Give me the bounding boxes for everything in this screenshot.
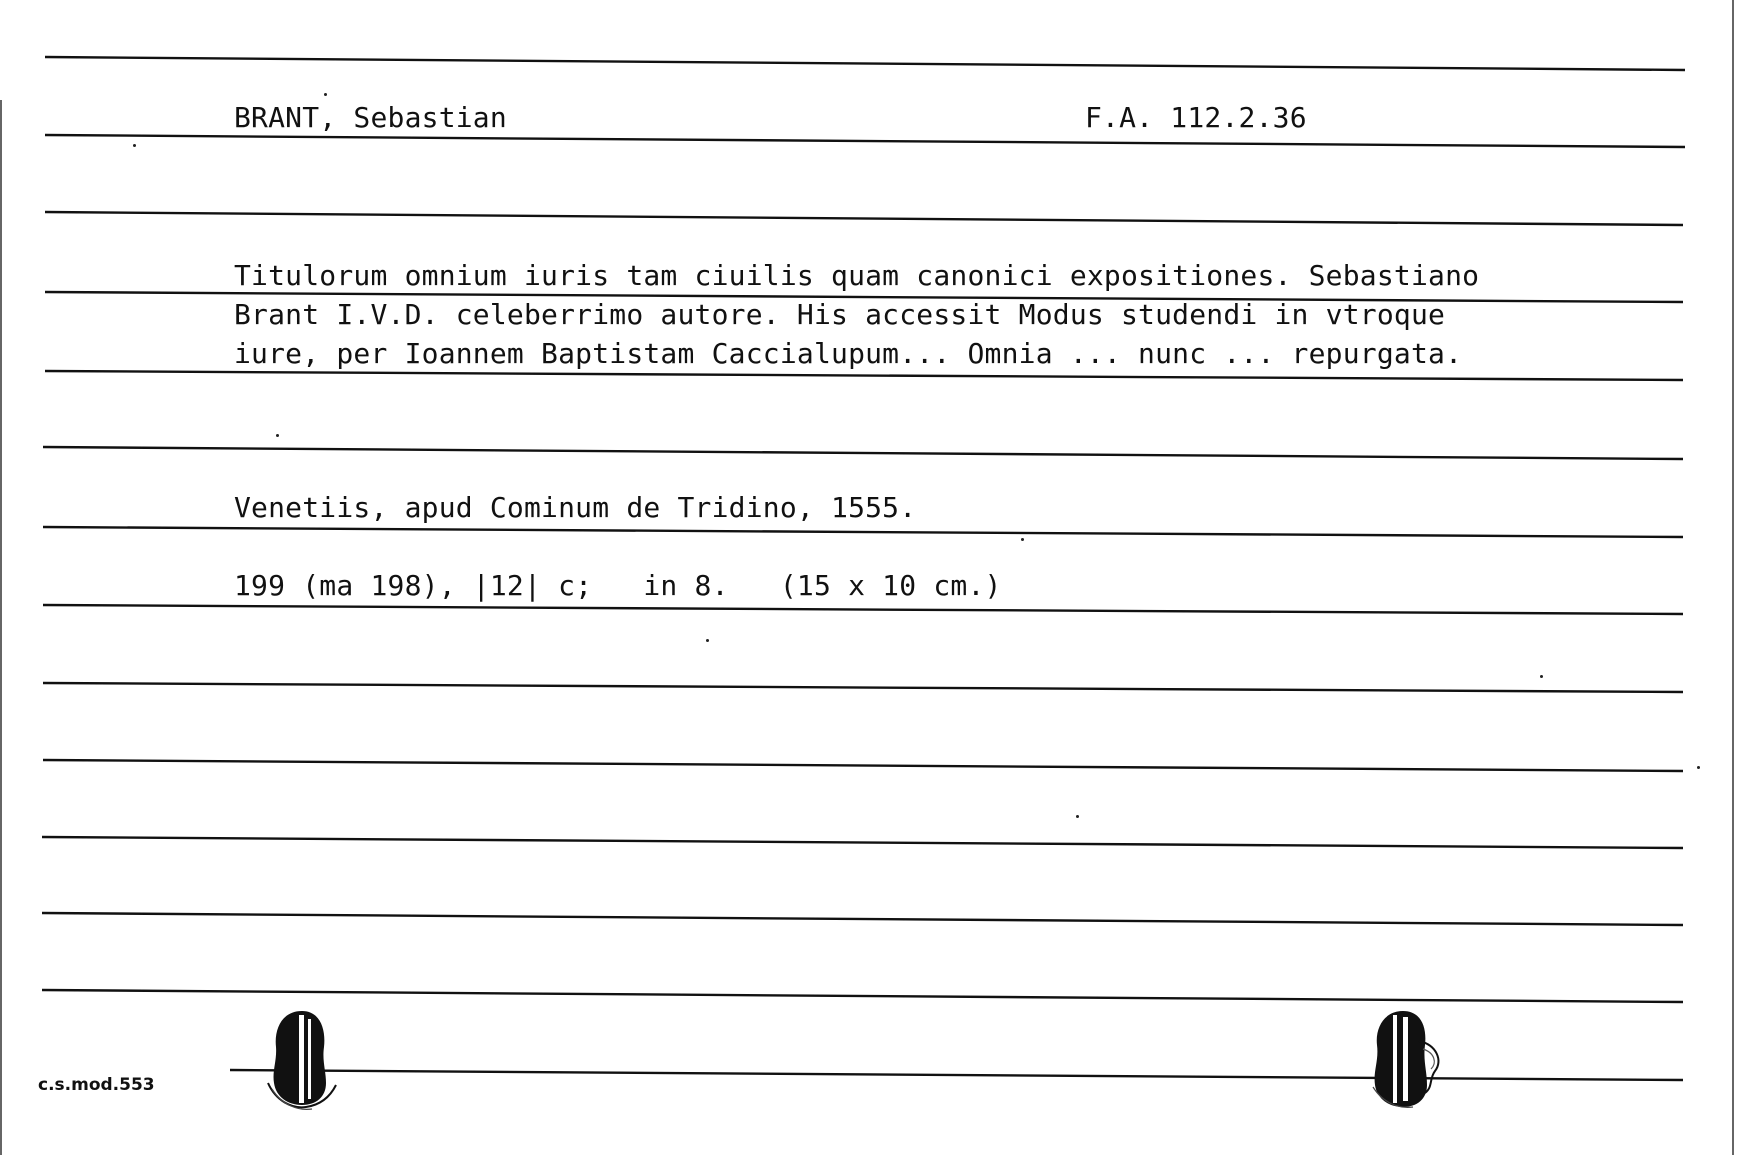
rule-line xyxy=(45,57,1685,70)
title-block xyxy=(234,256,1479,373)
form-code: c.s.mod.553 xyxy=(38,1075,155,1095)
paper-speck xyxy=(1076,815,1079,818)
rule-line xyxy=(43,760,1683,771)
rule-line xyxy=(45,212,1683,225)
paper-speck xyxy=(1021,538,1024,541)
title-line: iure, per Ioannem Baptistam Caccialupum... Omnia ... nunc ... repurgata. xyxy=(234,337,1463,370)
shelfmark: F.A. 112.2.36 xyxy=(1085,101,1307,134)
punch-hole-icon xyxy=(1365,1005,1445,1115)
rule-line xyxy=(43,447,1683,459)
title-line: Titulorum omnium iuris tam ciuilis quam canonici expositiones. Sebastiano xyxy=(234,259,1480,292)
rule-line xyxy=(43,527,1683,537)
rule-line xyxy=(42,990,1683,1002)
paper-speck xyxy=(276,434,279,437)
punch-hole-icon xyxy=(262,1005,342,1115)
collation: 199 (ma 198), |12| c; in 8. (15 x 10 cm.) xyxy=(234,569,1002,602)
paper-speck xyxy=(1697,766,1700,769)
rule-line xyxy=(42,913,1683,925)
paper-speck xyxy=(133,144,136,147)
rule-line xyxy=(42,837,1683,848)
author-heading: BRANT, Sebastian xyxy=(234,101,507,134)
paper-speck xyxy=(1540,675,1543,678)
paper-speck xyxy=(324,93,327,96)
imprint: Venetiis, apud Cominum de Tridino, 1555. xyxy=(234,491,917,524)
rule-line xyxy=(43,605,1683,614)
title-line: Brant I.V.D. celeberrimo autore. His accessit Modus studendi in vtroque xyxy=(234,298,1446,331)
paper-speck xyxy=(706,639,709,642)
rule-line xyxy=(43,683,1683,692)
rule-line xyxy=(230,1070,1683,1080)
